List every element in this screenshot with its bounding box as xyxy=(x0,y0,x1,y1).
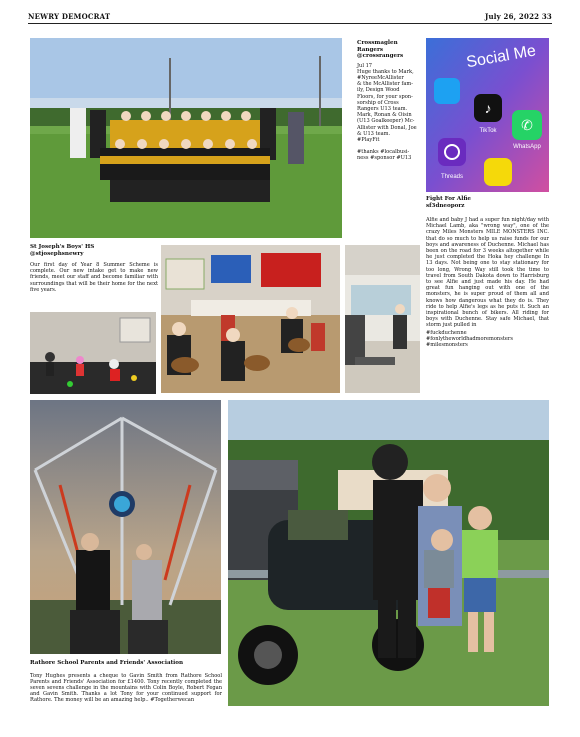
crossmaglen-line: sorship of Cross xyxy=(357,99,399,106)
classroom-photo xyxy=(345,245,420,393)
alfie-heading: Fight For Alfie xyxy=(426,196,471,202)
drum-class-photo xyxy=(161,245,340,393)
stjosephs-body: Our first day of Year 8 Summer Scheme is complete. Our new intake get to make new friends, meet our staff and become familiar with surroundings that will be their home for the next five years. xyxy=(30,262,158,293)
masthead xyxy=(28,10,552,24)
issue-date-page: July 26, 2022 33 xyxy=(484,12,552,21)
crossmaglen-line: Floors, for your spon- xyxy=(357,93,413,100)
crossmaglen-line: Allister with Donal, Joe xyxy=(357,124,417,131)
alfie-caption xyxy=(426,196,549,348)
star-monument-photo xyxy=(30,400,221,654)
stjosephs-handle: @stjosephsnewry xyxy=(30,250,84,257)
rathore-heading: Rathore School Parents and Friends' Association xyxy=(30,660,184,666)
stjosephs-heading: St Joseph's Boys' HS xyxy=(30,244,95,250)
crossmaglen-line: Rangers U13 team. xyxy=(357,105,408,112)
crossmaglen-line: #PlayFit xyxy=(357,136,380,143)
svg-text:♪: ♪ xyxy=(484,100,492,116)
crossmaglen-team-photo xyxy=(30,38,342,238)
crossmaglen-line: #NyreeMcAllister xyxy=(357,74,404,81)
social-media-phone-photo xyxy=(426,38,549,192)
social-media-text: Social Me xyxy=(465,42,538,72)
crossmaglen-handle: @crossrangers xyxy=(357,53,404,59)
biker-family-photo xyxy=(228,400,549,706)
crossmaglen-line: & the McAllister fam- xyxy=(357,81,413,88)
newspaper-name: NEWRY DEMOCRAT xyxy=(28,12,111,21)
crossmaglen-line: #thanks #localbusi- xyxy=(357,149,410,156)
whatsapp-label: WhatsApp xyxy=(513,144,541,150)
alfie-tags: #fuckduchenne #fonlytheworldhadmoremonsters #milesmonsters xyxy=(426,329,513,349)
stjosephs-caption xyxy=(30,244,158,293)
threads-label: Threads xyxy=(440,174,464,180)
rathore-body: Tony Hughes presents a cheque to Gavin Smith from Rathore School Parents and Friends' Association for £1400. Tony recently completed the seven sevens challenge in the mountains with Colin Boyle, Robert Fegan and Gavin Smith. Thanks a lot Tony for your continued support for Rathore. The money will be an amazing help.. #Togetherwecan xyxy=(30,672,222,704)
crossmaglen-line: Huge thanks to Mark, xyxy=(357,68,414,75)
svg-text:✆: ✆ xyxy=(521,118,533,134)
crossmaglen-line: Mark, Ronan & Oisin xyxy=(357,112,412,119)
alfie-body: Alfie and baby J had a super fun night/day with Michael Lamb, aka "wrong way", one of the crazy Miles Monsters MILE MONSTERS INC. that do so much to help us raise funds for our boys and awareness of Duchenne. Michael has been on the road for 3 weeks altogether while he just completed the Hoka hey challenge In 13 days. Not being one to stay stationary for too long, Wrong Way still took the time to travel from South Dakota down to Harrisburg to see Alfie and just made his day. He had great fun hanging out with one of the monsters, he is super proud of them all and knows how dangerous what they do is. They ride to help Alfie's legs as he puts it. Such an inspirational bunch of bikers. All riding for boys with Duchenne. Stay safe Michael, that storm just pulled in xyxy=(426,217,549,329)
crossmaglen-caption xyxy=(357,40,421,162)
crossmaglen-line: ness #sponsor #U13 xyxy=(357,155,412,162)
crossmaglen-heading: Crossmaglen Rangers xyxy=(357,40,398,53)
rathore-caption xyxy=(30,660,222,704)
sports-hall-photo xyxy=(30,312,156,394)
alfie-handle: sf3dneoporz xyxy=(426,202,465,209)
crossmaglen-line: (U13 Goalkeeper) Mc- xyxy=(357,118,415,125)
crossmaglen-line: & U13 team. xyxy=(357,130,391,137)
crossmaglen-line: ily, Design Wood xyxy=(357,87,400,94)
tiktok-label: TikTok xyxy=(479,128,497,134)
crossmaglen-line: Jul 17 xyxy=(357,62,373,69)
